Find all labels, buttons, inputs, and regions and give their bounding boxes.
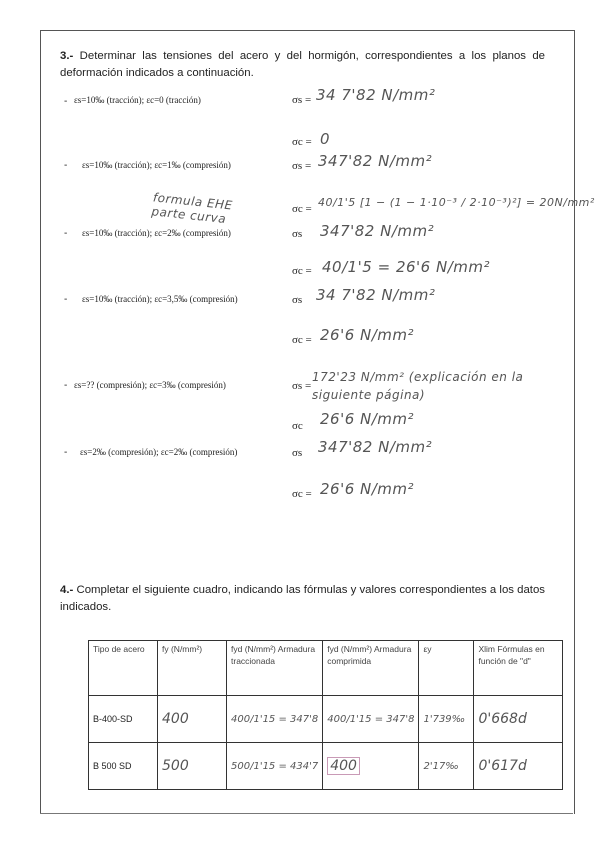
task4-number: 4.- [60, 584, 74, 596]
handwritten-sigma-s: 172'23 N/mm² (explicación en la siguiente página) [312, 370, 524, 402]
handwritten-sigma-c: 40/1'5 [1 − (1 − 1·10⁻³ / 2·10⁻³)²] = 20N/mm² [318, 196, 595, 209]
sigma-s-label: σs = [292, 160, 312, 172]
task4-text: Completar el siguiente cuadro, indicando las fórmulas y valores correspondientes a los datos indicados. [60, 584, 546, 613]
task3-row-label: εs=2‰ (compresión); εc=2‰ (compresión) [80, 447, 238, 457]
sigma-s-label: σs = [292, 94, 312, 106]
sigma-c-label: σc = [292, 265, 312, 277]
sigma-c-label: σc = [292, 488, 312, 500]
sigma-c-label: σc = [292, 334, 312, 346]
steel-table [88, 640, 563, 790]
table-header-row [89, 641, 563, 696]
sigma-s-label: σs [292, 294, 303, 306]
handwritten-sigma-c: 26'6 N/mm² [320, 326, 415, 344]
cell-fyd-traccion: 400/1'15 = 347'8 [231, 713, 319, 725]
sigma-s-label: σs [292, 228, 303, 240]
cell-tipo: B-400-SD [89, 696, 158, 743]
col-header: fyd (N/mm²) Armadura traccionada [227, 641, 323, 696]
cell-xlim: 0'617d [478, 758, 527, 774]
col-header: εy [419, 641, 474, 696]
handwritten-sigma-c: 40/1'5 = 26'6 N/mm² [322, 258, 490, 276]
bullet-dash: - [64, 228, 68, 239]
cell-ey: 1'739‰ [423, 713, 466, 725]
task3-heading [60, 48, 545, 82]
bullet-dash: - [64, 96, 68, 107]
task3-row-label: εs=10‰ (tracción); εc=1‰ (compresión) [82, 160, 231, 170]
cell-ey: 2'17‰ [423, 760, 459, 772]
bullet-dash: - [64, 380, 68, 391]
handwritten-sigma-c: 26'6 N/mm² [320, 410, 415, 428]
handwritten-sigma-c: 0 [320, 130, 331, 148]
sigma-c-label: σc = [292, 203, 312, 215]
cell-fyd-compresion: 400 [327, 757, 360, 775]
bullet-dash: - [64, 447, 68, 458]
handwritten-note: formula EHE parte curva [150, 190, 234, 227]
handwritten-sigma-s: 34 7'82 N/mm² [316, 286, 436, 304]
handwritten-sigma-s: 34 7'82 N/mm² [316, 86, 436, 104]
cell-fy: 400 [162, 711, 189, 727]
handwritten-sigma-s: 347'82 N/mm² [320, 222, 435, 240]
handwritten-sigma-c: 26'6 N/mm² [320, 480, 415, 498]
table-row [89, 696, 563, 743]
col-header: Xlim Fórmulas en función de "d" [474, 641, 563, 696]
sigma-c-label: σc = [292, 136, 312, 148]
task3-text: Determinar las tensiones del acero y del hormigón, correspondientes a los planos de deformación indicados a continuación. [60, 50, 546, 79]
task3-number: 3.- [60, 50, 74, 62]
cell-xlim: 0'668d [478, 711, 527, 727]
col-header: Tipo de acero [89, 641, 158, 696]
task4-heading [60, 582, 545, 616]
task3-row-label: εs=10‰ (tracción); εc=0 (tracción) [74, 95, 201, 105]
sigma-s-label: σs = [292, 380, 312, 392]
handwritten-sigma-s: 347'82 N/mm² [318, 438, 433, 456]
sigma-s-label: σs [292, 447, 303, 459]
cell-fyd-traccion: 500/1'15 = 434'7 [231, 760, 319, 772]
col-header: fyd (N/mm²) Armadura comprimida [323, 641, 419, 696]
cell-tipo: B 500 SD [89, 743, 158, 790]
cell-fy: 500 [162, 758, 189, 774]
cell-fyd-compresion: 400/1'15 = 347'8 [327, 713, 415, 725]
table-row [89, 743, 563, 790]
bottom-rule [40, 813, 573, 814]
bullet-dash: - [64, 160, 68, 171]
handwritten-sigma-s: 347'82 N/mm² [318, 152, 433, 170]
bullet-dash: - [64, 294, 68, 305]
col-header: fy (N/mm²) [158, 641, 227, 696]
sigma-c-label: σc [292, 420, 303, 432]
task3-row-label: εs=?? (compresión); εc=3‰ (compresión) [74, 380, 226, 390]
task3-row-label: εs=10‰ (tracción); εc=3,5‰ (compresión) [82, 294, 238, 304]
task3-row-label: εs=10‰ (tracción); εc=2‰ (compresión) [82, 228, 231, 238]
